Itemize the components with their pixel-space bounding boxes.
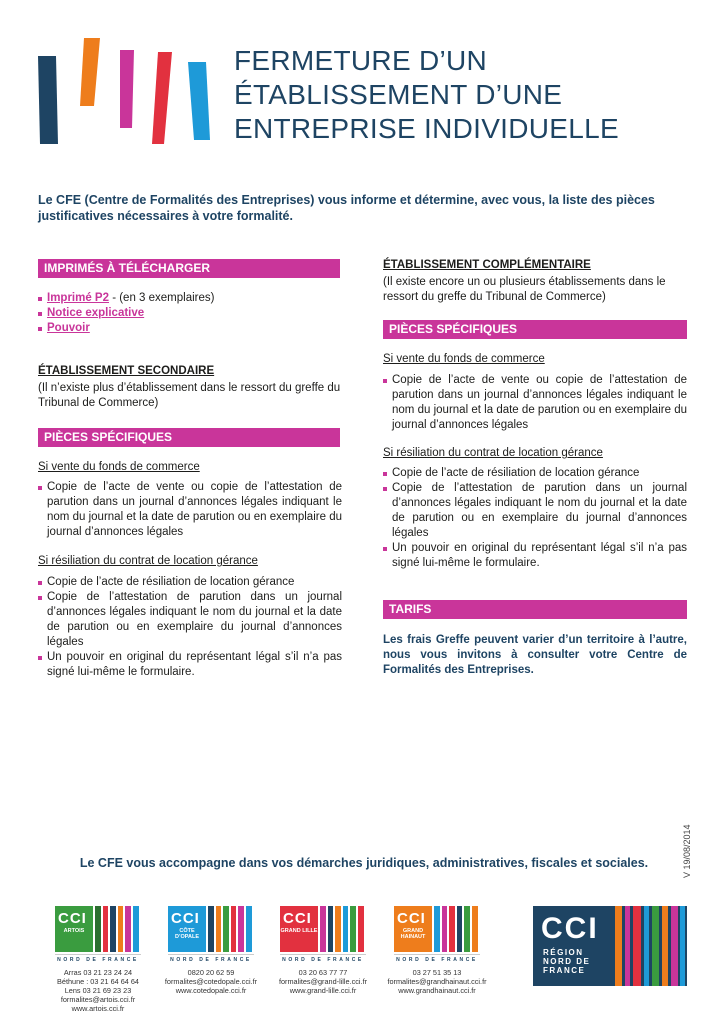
logo-stripes bbox=[434, 906, 480, 952]
list-item: Un pouvoir en original du représentant légal s’il n’a pas signé lui-même le formulaire. bbox=[383, 541, 687, 571]
vente-title-left: Si vente du fonds de commerce bbox=[38, 461, 200, 473]
brand-bar-orange bbox=[80, 38, 100, 106]
cci-grandhainaut-contact bbox=[387, 968, 487, 995]
vente-title-right: Si vente du fonds de commerce bbox=[383, 353, 545, 365]
pieces-heading-left: PIÈCES SPÉCIFIQUES bbox=[38, 428, 340, 447]
brand-bar-blue bbox=[188, 62, 210, 140]
contact-line: 03 20 63 77 77 bbox=[298, 968, 348, 977]
list-item: Copie de l’attestation de parution dans un journal d’annonces légales indiquant le nom du journal et la date de parution ou en exemplaire du journal d’annonces légales bbox=[383, 481, 687, 541]
logo-stripes bbox=[95, 906, 141, 952]
brand-bar-red bbox=[152, 52, 172, 144]
list-item: Un pouvoir en original du représentant légal s’il n’a pas signé lui-même le formulaire. bbox=[38, 650, 342, 680]
brand-bars-logo bbox=[36, 36, 216, 146]
contact-line: 03 27 51 35 13 bbox=[412, 968, 462, 977]
contact-line[interactable]: formalites@grand-lille.cci.fr bbox=[278, 977, 368, 986]
contact-line: 0820 20 62 59 bbox=[187, 968, 235, 977]
download-item bbox=[38, 321, 338, 336]
download-list bbox=[38, 291, 338, 336]
contact-line: Lens 03 21 69 23 23 bbox=[64, 986, 132, 995]
nord-de-france-label: NORD DE FRANCE bbox=[394, 954, 480, 963]
imprime-p2-note: - (en 3 exemplaires) bbox=[109, 292, 215, 304]
cci-grandlille-block bbox=[273, 906, 373, 995]
logo-sub: CÔTE D’OPALE bbox=[174, 928, 200, 940]
intro-text: Le CFE (Centre de Formalités des Entreprises) vous informe et détermine, avec vous, la liste des pièces justificatives nécessaires à votre formalité. bbox=[38, 193, 655, 223]
contact-line[interactable]: formalites@grandhainaut.cci.fr bbox=[387, 977, 487, 986]
cci-cotedopale-logo bbox=[168, 906, 254, 952]
resiliation-title-left: Si résiliation du contrat de location gérance bbox=[38, 555, 258, 567]
secondaire-heading: ÉTABLISSEMENT SECONDAIRE bbox=[38, 365, 215, 377]
vente-list-left bbox=[38, 480, 342, 540]
cci-grandhainaut-logo bbox=[394, 906, 480, 952]
contact-line[interactable]: formalites@artois.cci.fr bbox=[60, 995, 136, 1004]
contact-line: Béthune : 03 21 64 64 64 bbox=[57, 977, 139, 986]
list-item: Copie de l’acte de résiliation de location gérance bbox=[38, 575, 342, 590]
logo-tile bbox=[168, 906, 206, 952]
resiliation-title-right: Si résiliation du contrat de location gérance bbox=[383, 447, 603, 459]
logo-stripes bbox=[208, 906, 254, 952]
list-item: Copie de l’acte de résiliation de location gérance bbox=[383, 466, 687, 481]
list-item: Copie de l’acte de vente ou copie de l’attestation de parution dans un journal d’annonces légales indiquant le nom du journal et la date de parution ou en exemplaire du journal d’annonces légales bbox=[38, 480, 342, 540]
logo-sub: ARTOIS bbox=[63, 928, 85, 934]
list-item: Copie de l’acte de vente ou copie de l’attestation de parution dans un journal d’annonces légales indiquant le nom du journal et la date de parution ou en exemplaire du journal d’annonces légales bbox=[383, 373, 687, 433]
nord-de-france-label: NORD DE FRANCE bbox=[55, 954, 141, 963]
cci-grandlille-logo bbox=[280, 906, 366, 952]
nord-de-france-label: NORD DE FRANCE bbox=[280, 954, 366, 963]
footer-tagline: Le CFE vous accompagne dans vos démarches juridiques, administratives, fiscales et sociales. bbox=[79, 856, 649, 870]
resiliation-list-right bbox=[383, 466, 687, 571]
complementaire-heading: ÉTABLISSEMENT COMPLÉMENTAIRE bbox=[383, 259, 591, 271]
logo-tile bbox=[394, 906, 432, 952]
nord-de-france-label: NORD DE FRANCE bbox=[168, 954, 254, 963]
cci-artois-block bbox=[48, 906, 148, 1013]
region-logo-lines bbox=[543, 948, 590, 975]
logo-tile bbox=[55, 906, 93, 952]
tarifs-heading: TARIFS bbox=[383, 600, 687, 619]
cci-region-logo bbox=[533, 906, 687, 986]
logo-name: CCI bbox=[283, 910, 312, 927]
notice-link[interactable]: Notice explicative bbox=[47, 307, 145, 319]
logo-name: CCI bbox=[397, 910, 426, 927]
logo-name: CCI bbox=[58, 910, 87, 927]
region-line: NORD DE bbox=[543, 957, 591, 966]
brand-bar-pink bbox=[120, 50, 134, 128]
region-logo-stripes bbox=[613, 906, 687, 986]
cci-grandlille-contact bbox=[273, 968, 373, 995]
secondaire-text: (Il n’existe plus d’établissement dans le ressort du greffe du Tribunal de Commerce) bbox=[38, 382, 341, 409]
contact-line[interactable]: formalites@cotedopale.cci.fr bbox=[164, 977, 258, 986]
imprime-p2-link[interactable]: Imprimé P2 bbox=[47, 292, 109, 304]
contact-line[interactable]: www.artois.cci.fr bbox=[71, 1004, 125, 1013]
cci-artois-contact bbox=[48, 968, 148, 1013]
resiliation-list-left bbox=[38, 575, 342, 680]
pieces-heading-right: PIÈCES SPÉCIFIQUES bbox=[383, 320, 687, 339]
tarifs-text: Les frais Greffe peuvent varier d’un territoire à l’autre, nous vous invitons à consulter votre Centre de Formalités des Entreprises. bbox=[383, 634, 687, 676]
logo-stripes bbox=[320, 906, 366, 952]
region-line: FRANCE bbox=[543, 966, 586, 975]
list-item: Copie de l’attestation de parution dans un journal d’annonces légales indiquant le nom du journal et la date de parution ou en exemplaire du journal d’annonces légales bbox=[38, 590, 342, 650]
contact-line[interactable]: www.cotedopale.cci.fr bbox=[175, 986, 247, 995]
title-line-1: FERMETURE D’UN bbox=[234, 45, 488, 76]
vente-list-right bbox=[383, 373, 687, 433]
logo-sub: GRAND HAINAUT bbox=[400, 928, 426, 940]
imprimes-heading: IMPRIMÉS À TÉLÉCHARGER bbox=[38, 259, 340, 278]
download-item bbox=[38, 306, 338, 321]
cci-grandhainaut-block bbox=[387, 906, 487, 995]
region-logo-name: CCI bbox=[541, 912, 599, 945]
download-item bbox=[38, 291, 338, 306]
logo-name: CCI bbox=[171, 910, 200, 927]
complementaire-text: (Il existe encore un ou plusieurs établissements dans le ressort du greffe du Tribunal de Commerce) bbox=[383, 276, 666, 303]
version-text: V 19/08/2014 bbox=[682, 824, 692, 878]
page-title bbox=[234, 44, 694, 146]
logo-tile bbox=[280, 906, 318, 952]
pouvoir-link[interactable]: Pouvoir bbox=[47, 322, 90, 334]
region-line: RÉGION bbox=[543, 948, 584, 957]
cci-cotedopale-block bbox=[161, 906, 261, 995]
title-line-2: ÉTABLISSEMENT D’UNE bbox=[234, 79, 563, 110]
contact-line: Arras 03 21 23 24 24 bbox=[63, 968, 133, 977]
brand-bar-navy bbox=[38, 56, 58, 144]
logo-sub: GRAND LILLE bbox=[280, 928, 318, 934]
cci-cotedopale-contact bbox=[161, 968, 261, 995]
cci-artois-logo bbox=[55, 906, 141, 952]
title-line-3: ENTREPRISE INDIVIDUELLE bbox=[234, 113, 619, 144]
contact-line[interactable]: www.grand-lille.cci.fr bbox=[289, 986, 357, 995]
contact-line[interactable]: www.grandhainaut.cci.fr bbox=[398, 986, 476, 995]
